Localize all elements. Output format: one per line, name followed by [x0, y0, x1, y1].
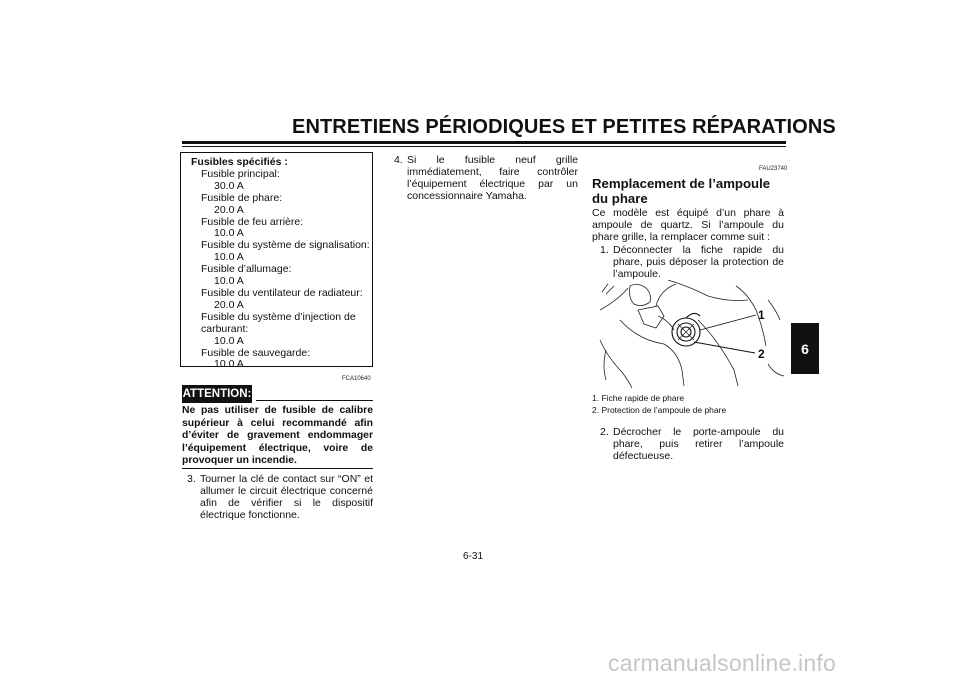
fuse-name: Fusible d’allumage:	[201, 263, 292, 276]
watermark-text: carmanualsonline.info	[608, 650, 836, 676]
fuse-value: 10.0 A	[214, 275, 244, 288]
caution-end-rule	[182, 468, 373, 469]
step-number: 4.	[394, 154, 403, 166]
step-number: 2.	[600, 426, 609, 438]
fuse-value: 10.0 A	[214, 358, 244, 371]
fuse-name: Fusible de sauvegarde:	[201, 346, 311, 359]
step-text: Déconnecter la fiche rapide du phare, puis déposer la protection de l’ampoule.	[613, 244, 784, 280]
fuse-value: 10.0 A	[214, 227, 244, 240]
fuse-name: Fusible du système de signalisation:	[201, 239, 370, 252]
fuse-spec-box	[180, 152, 373, 371]
step-number: 1.	[600, 244, 609, 256]
fuse-name: Fusible de feu arrière:	[201, 215, 304, 228]
chapter-tab: 6	[791, 323, 819, 374]
step-3	[187, 473, 373, 521]
caution-label: ATTENTION:	[182, 385, 252, 403]
section-intro: Ce modèle est équipé d’un phare à ampoule de quartz. Si l’ampoule du phare grille, la remplacer comme suit :	[592, 207, 784, 243]
fuse-spec-heading: Fusibles spécifiés :	[191, 156, 288, 168]
headlight-figure	[598, 280, 788, 388]
fuse-value: 30.0 A	[214, 179, 244, 192]
step-text: Si le fusible neuf grille immédiatement, faire contrôler l’équipement électrique par un concessionnaire Yamaha.	[407, 154, 578, 202]
fuse-value: 10.0 A	[214, 251, 244, 264]
step-text: Décrocher le porte-ampoule du phare, puis retirer l’ampoule défectueuse.	[613, 426, 784, 462]
fuse-name: Fusible principal:	[201, 167, 280, 180]
header-rule-thin	[182, 146, 786, 147]
step-2	[600, 426, 784, 462]
fuse-value: 10.0 A	[214, 334, 244, 347]
figure-caption-2: 2. Protection de l’ampoule de phare	[592, 405, 727, 415]
caution-code: FCA10640	[342, 376, 371, 382]
page-title: ENTRETIENS PÉRIODIQUES ET PETITES RÉPARATIONS	[292, 116, 836, 138]
step-text: Tourner la clé de contact sur “ON” et allumer le circuit électrique concerné afin de vérifier si le dispositif électrique fonctionne.	[200, 473, 373, 521]
header-rule-thick	[182, 141, 786, 144]
fuse-name: Fusible de phare:	[201, 191, 283, 204]
step-1	[600, 244, 784, 280]
fuse-name: Fusible du système d’injection de carburant:	[201, 310, 356, 335]
fuse-value: 20.0 A	[214, 203, 244, 216]
page-number: 6-31	[463, 551, 484, 562]
fuse-value: 20.0 A	[214, 298, 244, 311]
fuse-name: Fusible du ventilateur de radiateur:	[201, 286, 363, 299]
caution-rule	[256, 400, 373, 401]
step-number: 3.	[187, 473, 196, 485]
section-code: FAU23740	[759, 166, 788, 172]
caution-text: Ne pas utiliser de fusible de calibre supérieur à celui recommandé afin d’éviter de gravement endommager l’équipement électrique, voire de provoquer un incendie.	[182, 405, 373, 467]
figure-caption-1: 1. Fiche rapide de phare	[592, 393, 685, 403]
section-title: Remplacement de l’ampoule du phare	[592, 176, 771, 206]
step-4	[394, 154, 578, 202]
callout-1: 1	[758, 308, 765, 322]
callout-2: 2	[758, 347, 765, 361]
